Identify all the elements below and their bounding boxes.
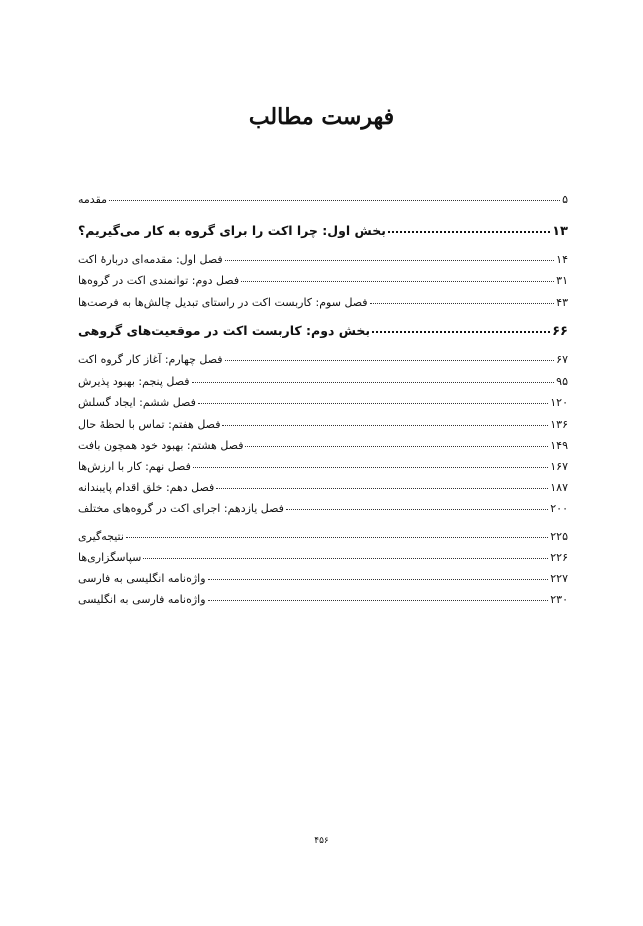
toc-entry-label: فصل دوم: توانمندی اکت در گروه‌ها (78, 274, 240, 287)
toc-entry-page: ۱۴۹ (550, 439, 568, 452)
toc-section-label: بخش دوم: کاربست اکت در موقعیت‌های گروهی (78, 323, 371, 338)
toc-section-part-one (78, 224, 568, 239)
toc-entry-label: فصل چهارم: آغاز کار گروه اکت (78, 353, 223, 366)
dot-leader (109, 200, 560, 201)
toc-entry-chapter-1 (78, 253, 568, 267)
toc-entry-page: ۱۴ (556, 253, 568, 266)
toc-entry-chapter-8 (78, 439, 568, 453)
toc-entry-chapter-3 (78, 296, 568, 310)
dot-leader (372, 331, 550, 333)
toc-entry-page: ۳۱ (556, 274, 568, 287)
dot-leader (225, 260, 555, 261)
toc-entry-page: ۱۲۰ (550, 396, 568, 409)
toc-section-part-two (78, 324, 568, 339)
toc-entry-label: فصل یازدهم: اجرای اکت در گروه‌های مختلف (78, 502, 284, 515)
toc-entry-page: ۲۰۰ (550, 502, 568, 515)
toc-entry-chapter-2 (78, 274, 568, 288)
toc-entry-glossary-en-fa (78, 572, 568, 586)
dot-leader (208, 600, 549, 601)
toc-entry-page: ۶۷ (556, 353, 568, 366)
toc-entry-introduction (78, 193, 568, 207)
toc-entry-page: ۱۳۶ (550, 418, 568, 431)
toc-entry-label: فصل نهم: کار با ارزش‌ها (78, 460, 191, 473)
dot-leader (143, 558, 548, 559)
toc-section-label: بخش اول: چرا اکت را برای گروه به کار می‌گیریم؟ (78, 223, 386, 238)
toc-entry-chapter-5 (78, 375, 568, 389)
dot-leader (208, 579, 549, 580)
toc-entry-conclusion (78, 530, 568, 544)
toc-entry-label: فصل اول: مقدمه‌ای دربارهٔ اکت (78, 253, 223, 266)
dot-leader (388, 231, 550, 233)
toc-section-page: ۶۶ (552, 324, 568, 339)
dot-leader (241, 281, 554, 282)
dot-leader (198, 403, 548, 404)
dot-leader (370, 303, 555, 304)
toc-entry-glossary-fa-en (78, 593, 568, 607)
dot-leader (245, 446, 548, 447)
dot-leader (192, 382, 555, 383)
toc-entry-chapter-6 (78, 396, 568, 410)
toc-entry-page: ۵ (562, 193, 568, 206)
toc-entry-page: ۲۳۰ (550, 593, 568, 606)
toc-entry-page: ۲۲۷ (550, 572, 568, 585)
dot-leader (193, 467, 548, 468)
toc-entry-label: واژه‌نامه فارسی به انگلیسی (78, 593, 206, 606)
toc-entry-chapter-11 (78, 502, 568, 516)
toc-entry-acknowledgments (78, 551, 568, 565)
dot-leader (286, 509, 548, 510)
toc-entry-page: ۲۲۶ (550, 551, 568, 564)
toc-entry-label: سپاسگزاری‌ها (78, 551, 142, 564)
toc-entry-label: فصل ششم: ایجاد گسلش (78, 396, 196, 409)
toc-entry-page: ۱۶۷ (550, 460, 568, 473)
toc-entry-label: فصل پنجم: بهبود پذیرش (78, 375, 190, 388)
dot-leader (216, 488, 548, 489)
dot-leader (126, 537, 548, 538)
toc-entry-label: فصل هفتم: تماس با لحظهٔ حال (78, 418, 221, 431)
toc-entry-page: ۱۸۷ (550, 481, 568, 494)
page-number: ۴۵۶ (314, 836, 329, 846)
toc-entry-label: نتیجه‌گیری (78, 530, 124, 543)
toc-entry-chapter-9 (78, 460, 568, 474)
toc-entry-chapter-4 (78, 353, 568, 367)
toc-entry-page: ۴۳ (556, 296, 568, 309)
toc-entry-chapter-10 (78, 481, 568, 495)
toc-entry-chapter-7 (78, 418, 568, 432)
toc-entry-page: ۹۵ (556, 375, 568, 388)
toc-entry-label: فصل دهم: خلق اقدام پایبندانه (78, 481, 215, 494)
toc-entry-page: ۲۲۵ (550, 530, 568, 543)
toc-entry-label: مقدمه (78, 193, 108, 206)
dot-leader (222, 425, 548, 426)
toc-entry-label: فصل هشتم: بهبود خود همچون بافت (78, 439, 244, 452)
page-title: فهرست مطالب (248, 104, 395, 130)
dot-leader (225, 360, 555, 361)
toc-entry-label: واژه‌نامه انگلیسی به فارسی (78, 572, 206, 585)
toc-entry-label: فصل سوم: کاربست اکت در راستای تبدیل چالش‌ها به فرصت‌ها (78, 296, 368, 309)
toc-section-page: ۱۳ (552, 224, 568, 239)
